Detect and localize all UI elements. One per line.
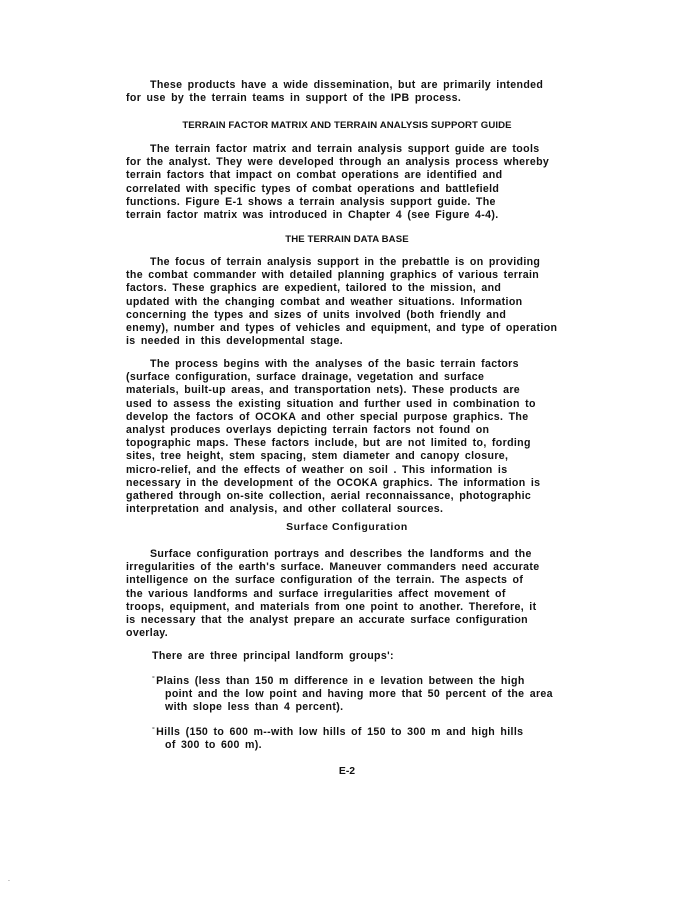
focus-paragraph <box>126 256 596 348</box>
text-line: the combat commander with detailed planning graphics of various terrain <box>126 269 540 282</box>
section-heading-database: THE TERRAIN DATA BASE <box>285 234 409 245</box>
text-line: materials, built-up areas, and transportation nets). These products are <box>126 384 521 397</box>
text-line: is needed in this developmental stage. <box>126 335 343 348</box>
text-line: micro-relief, and the effects of weather on soil . This information is <box>126 463 508 476</box>
text-line: for the analyst. They were developed through an analysis process whereby <box>126 156 550 169</box>
text-line: °Hills (150 to 600 m--with low hills of 150 to 300 m and high hills <box>152 726 524 738</box>
text-line: correlated with specific types of combat operations and battlefield <box>126 182 500 195</box>
text-line: the various landforms and surface irregularities affect movement of <box>126 587 506 600</box>
section-heading-surface: Surface Configuration <box>286 522 408 533</box>
margin-mark: . <box>8 876 10 883</box>
text-line: topographic maps. These factors include, but are not limited to, fording <box>126 437 531 450</box>
text-line: These products have a wide dissemination, but are primarily intended <box>150 79 544 91</box>
text-line: used to assess the existing situation and further used in combination to <box>126 397 536 410</box>
text-line: The process begins with the analyses of the basic terrain factors <box>150 358 519 370</box>
process-paragraph <box>126 358 596 516</box>
bullet-hills <box>152 724 592 752</box>
text-line: The focus of terrain analysis support in the prebattle is on providing <box>150 256 541 268</box>
text-line: factors. These graphics are expedient, tailored to the mission, and <box>126 282 502 295</box>
text-line: point and the low point and having more that 50 percent of the area <box>165 688 553 701</box>
text-line: The terrain factor matrix and terrain analysis support guide are tools <box>150 143 540 155</box>
text-line: (surface configuration, surface drainage, vegetation and surface <box>126 371 485 384</box>
text-line: irregularities of the earth's surface. Maneuver commanders need accurate <box>126 561 540 574</box>
text-line: overlay. <box>126 627 169 640</box>
bullet-plains <box>152 673 592 715</box>
text-line: functions. Figure E-1 shows a terrain analysis support guide. The <box>126 195 496 208</box>
text-line: gathered through on-site collection, aerial reconnaissance, photographic <box>126 490 532 503</box>
text-line: enemy), number and types of vehicles and equipment, and type of operation <box>126 322 558 335</box>
landform-groups-intro: There are three principal landform groups': <box>152 650 394 662</box>
text-line: terrain factors that impact on combat operations are identified and <box>126 169 503 182</box>
surface-paragraph <box>126 548 596 640</box>
text-line: develop the factors of OCOKA and other special purpose graphics. The <box>126 410 529 423</box>
text-line: terrain factor matrix was introduced in Chapter 4 (see Figure 4-4). <box>126 209 499 222</box>
text-line: analyst produces overlays depicting terrain factors not found on <box>126 424 490 437</box>
matrix-paragraph <box>126 143 596 222</box>
text-line: sites, tree height, stem spacing, stem diameter and canopy closure, <box>126 450 509 463</box>
text-line: updated with the changing combat and weather situations. Information <box>126 295 523 308</box>
text-line: °Plains (less than 150 m difference in e levation between the high <box>152 675 525 687</box>
section-heading-matrix: TERRAIN FACTOR MATRIX AND TERRAIN ANALYSIS SUPPORT GUIDE <box>182 120 512 131</box>
text-line: Surface configuration portrays and describes the landforms and the <box>150 548 532 560</box>
text-line: intelligence on the surface configuration of the terrain. The aspects of <box>126 574 524 587</box>
bullet-mark: ° <box>152 676 156 683</box>
page-number: E-2 <box>338 766 356 777</box>
text-line: necessary in the development of the OCOKA graphics. The information is <box>126 476 541 489</box>
intro-paragraph <box>126 79 596 105</box>
text-line: is necessary that the analyst prepare an accurate surface configuration <box>126 614 528 627</box>
text-line: troops, equipment, and materials from one point to another. Therefore, it <box>126 600 537 613</box>
text-line: for use by the terrain teams in support of the IPB process. <box>126 92 462 105</box>
bullet-mark: ° <box>152 727 156 734</box>
text-line: concerning the types and sizes of units involved (both friendly and <box>126 308 507 321</box>
text-line: with slope less than 4 percent). <box>165 701 344 714</box>
text-line: interpretation and analysis, and other collateral sources. <box>126 503 444 516</box>
text-line: of 300 to 600 m). <box>165 739 262 752</box>
